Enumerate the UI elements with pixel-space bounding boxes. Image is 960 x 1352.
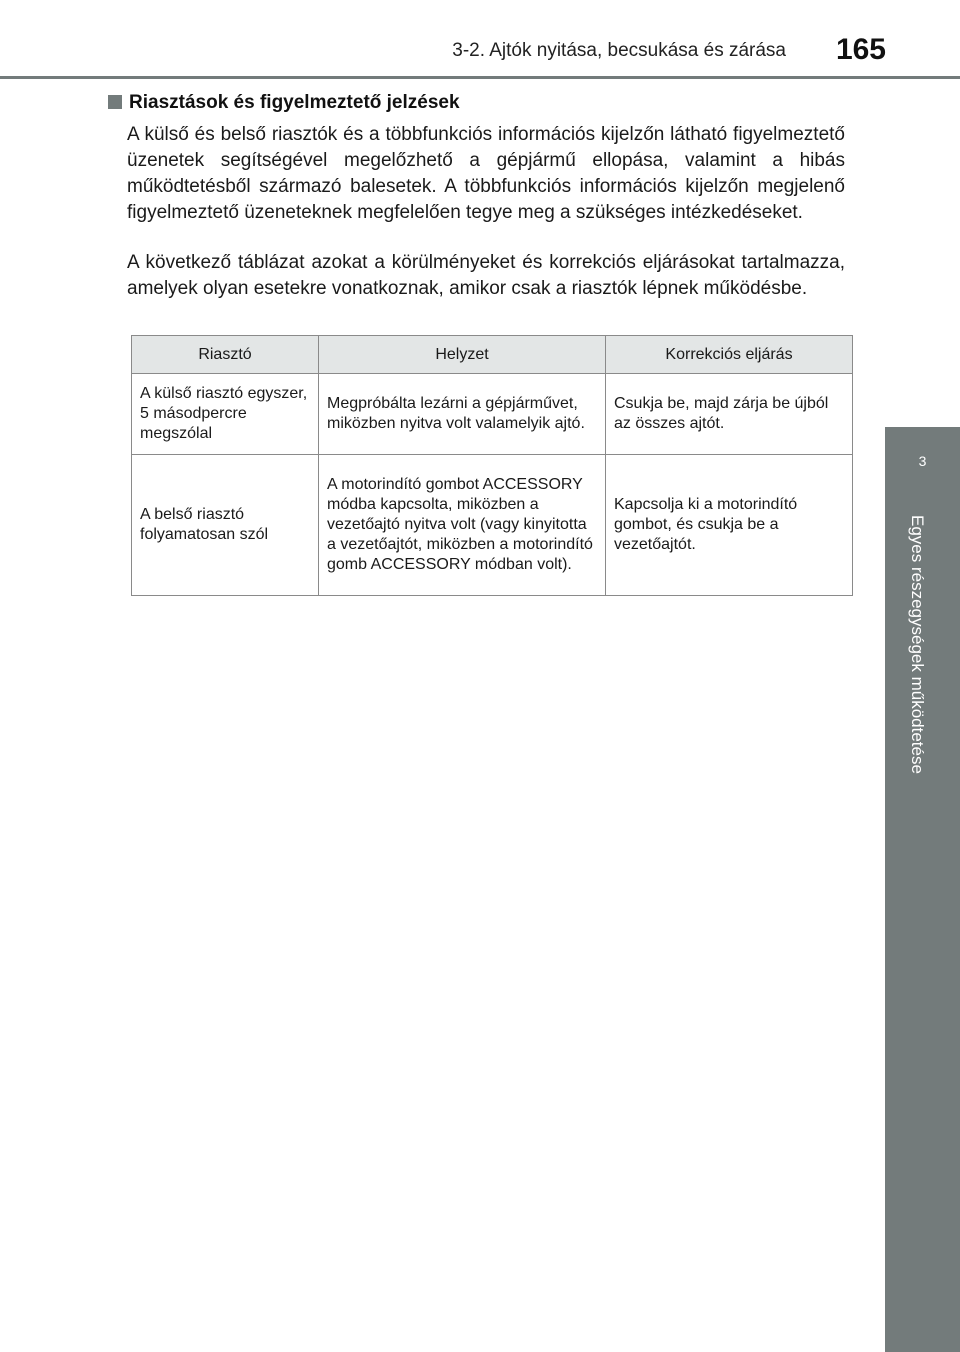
intro-paragraph: A külső és belső riasztók és a többfunkciós információs kijelzőn látható figyelmeztető üzenetek segítségével megelőzhető a gépjármű ellopása, valamint a hibás működtetésből származó balesetek. A többfunkciós információs kijelzőn megjelenő figyelmeztető üzeneteknek megfelelően tegye meg a szükséges intézkedéseket. [127, 124, 845, 223]
table-cell: Kapcsolja ki a motorindító gombot, és csukja be a vezetőajtót. [606, 455, 853, 596]
chapter-number: 3 [918, 453, 927, 469]
table-row [132, 455, 853, 596]
table-cell: Csukja be, majd zárja be újból az összes ajtót. [606, 374, 853, 455]
table-cell: A belső riasztó folyamatosan szól [132, 455, 319, 596]
header-divider [0, 76, 960, 79]
table-cell: A külső riasztó egyszer, 5 másodpercre megszólal [132, 374, 319, 455]
page-number: 165 [835, 33, 886, 66]
table-header-row [132, 336, 853, 374]
section-heading [108, 92, 460, 114]
table-intro-paragraph: A következő táblázat azokat a körülményeket és korrekciós eljárásokat tartalmazza, amelyek olyan esetekre vonatkoznak, amikor csak a riasztók lépnek működésbe. [127, 252, 845, 299]
column-header-correction: Korrekciós eljárás [606, 336, 853, 374]
table-cell: A motorindító gombot ACCESSORY módba kapcsolta, miközben a vezetőajtó nyitva volt (vagy kinyitotta a vezetőajtót, miközben a motorindító gomb ACCESSORY módban volt). [319, 455, 606, 596]
square-bullet-icon [108, 95, 122, 109]
running-header: 3-2. Ajtók nyitása, becsukása és zárása [452, 40, 786, 61]
section-heading-text: Riasztások és figyelmeztető jelzések [129, 92, 460, 113]
column-header-situation: Helyzet [319, 336, 606, 374]
table-row [132, 374, 853, 455]
table-cell: Megpróbálta lezárni a gépjárművet, miközben nyitva volt valamelyik ajtó. [319, 374, 606, 455]
alarm-table [131, 335, 853, 596]
column-header-alarm: Riasztó [132, 336, 319, 374]
chapter-label: Egyes részegységek működtetése [908, 515, 927, 774]
chapter-tab [885, 427, 960, 507]
